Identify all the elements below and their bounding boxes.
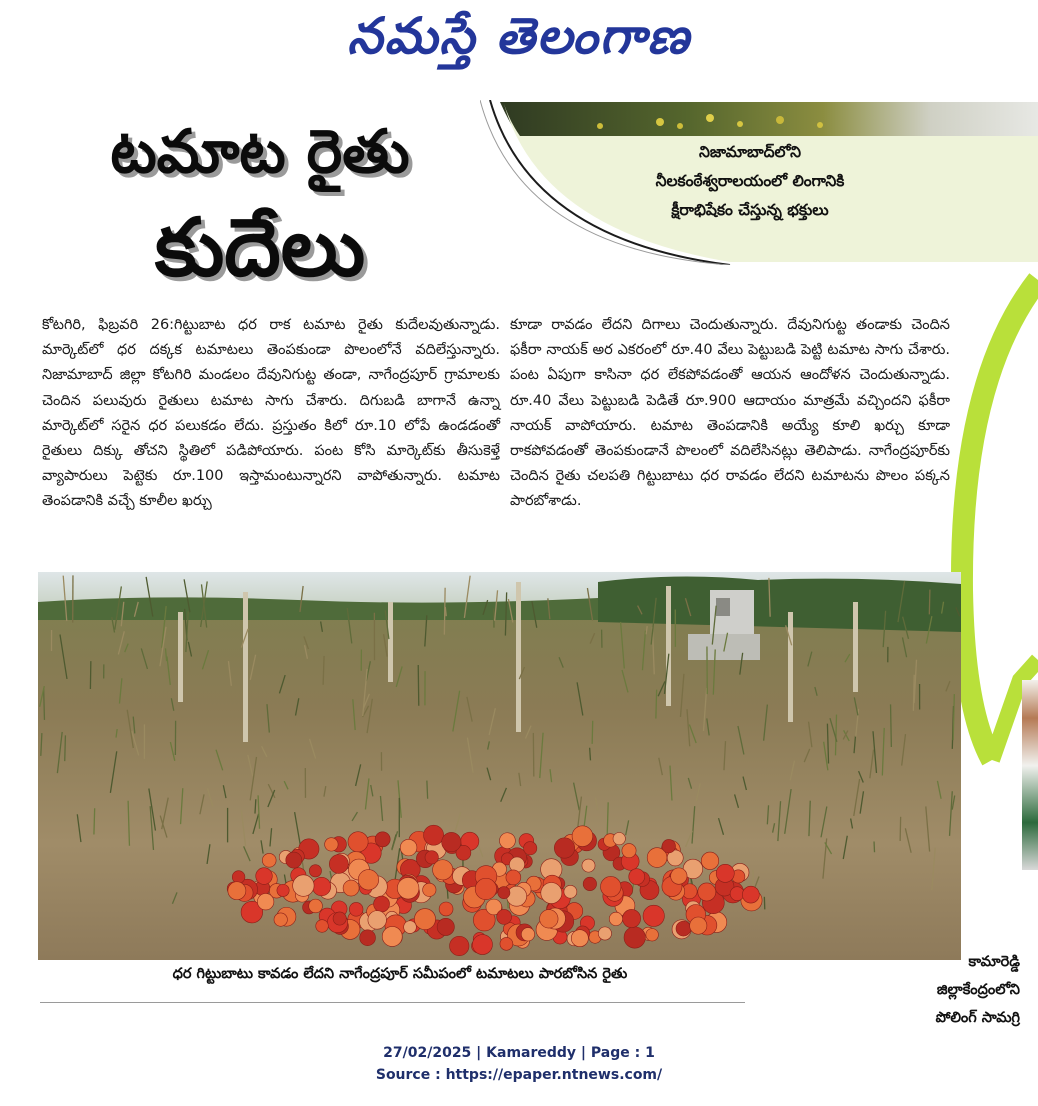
photo-caption: ధర గిట్టుబాటు కావడం లేదని నాగేంద్రపూర్‌ సమీపంలో టమాటలు పారబోసిన రైతు bbox=[172, 966, 628, 982]
main-photo bbox=[38, 572, 961, 960]
inset-caption bbox=[600, 138, 900, 225]
article-text: కూడా రావడం లేదని దిగాలు చెందుతున్నారు. దేవునిగుట్ట తండాకు చెందిన ఫకీరా నాయక్‌ అర ఎకరంలో రూ.40 వేలు పెట్టుబడి పెట్టి టమాట సాగు చేశారు. పంట ఏపుగా కాసినా ధర లేకపోవడంతో ఆయన ఆందోళన చెందుతున్నాడు. రూ.40 వేలు పెట్టుబడి పెడితే రూ.900 ఆదాయం మాత్రమే వచ్చిందని ఫకీరా నాయక్‌ వాపోయారు. టమాట తెంపడానికి అయ్యే కూలి ఖర్చు కూడా రాకపోవడంతో తెంపకుండానే పొలంలో వదిలేసినట్లు తెలిపాడు. నాగేంద్రపూర్‌కు చెందిన రైతు చలపతి గిట్టుబాటు ధర రావడం లేదని టమాటను పొలం పక్కన పారబోశాడు. bbox=[510, 317, 950, 510]
article-column-left bbox=[42, 313, 500, 515]
inset-caption-line: నీలకంఠేశ్వరాలయంలో లింగానికి bbox=[655, 172, 845, 190]
inset-caption-line: క్షీరాభిషేకం చేస్తున్న భక్తులు bbox=[671, 201, 829, 219]
masthead-title: నమస్తే తెలంగాణ bbox=[347, 7, 691, 65]
footer-source: Source : https://epaper.ntnews.com/ bbox=[375, 1067, 663, 1083]
article-column-right bbox=[510, 313, 950, 515]
footer-date-edition: 27/02/2025 | Kamareddy | Page : 1 bbox=[383, 1045, 655, 1061]
side-photo-strip bbox=[1022, 680, 1038, 870]
side-caption-line: పోలింగ్‌ సామగ్రి bbox=[935, 1010, 1020, 1026]
article-text: కోటగిరి, ఫిబ్రవరి 26:గిట్టుబాట ధర రాక టమాట రైతు కుదేలవుతున్నాడు. మార్కెట్‌లో ధర దక్కక టమాటలు తెంపకుండా పొలంలోనే వదిలేస్తున్నారు. నిజామాబాద్‌ జిల్లా కోటగిరి మండలం దేవునిగుట్ట తండా, నాగేంద్రపూర్‌ గ్రామాలకు చెందిన పలువురు రైతులు టమాట సాగు చేశారు. దిగుబడి బాగానే ఉన్నా మార్కెట్‌లో సరైన ధర పలుకడం లేదు. ప్రస్తుతం కిలో రూ.10 లోపే ఉండడంతో రైతులు దిక్కు తోచని స్థితిలో పడిపోయారు. పంట కోసి మార్కెట్‌కు తీసుకెళ్తే వ్యాపారులు పెట్టెకు రూ.100 ఇస్తామంటున్నారని వాపోతున్నారు. టమాట తెంపడానికి వచ్చే కూలీల ఖర్చు bbox=[42, 317, 500, 510]
epaper-footer bbox=[0, 1042, 1038, 1086]
caption-divider bbox=[40, 1002, 745, 1003]
article-headline bbox=[60, 108, 460, 300]
side-caption-line: కామారెడ్డి bbox=[968, 954, 1020, 970]
tomato-field-photo bbox=[38, 572, 961, 960]
headline-line-1: టమాట రైతు bbox=[110, 117, 410, 187]
headline-line-2: కుదేలు bbox=[154, 201, 366, 294]
masthead bbox=[0, 0, 1038, 72]
side-caption-line: జిల్లాకేంద్రంలోని bbox=[936, 982, 1020, 998]
side-caption bbox=[860, 948, 1020, 1032]
inset-caption-line: నిజామాబాద్‌లోని bbox=[699, 143, 801, 161]
